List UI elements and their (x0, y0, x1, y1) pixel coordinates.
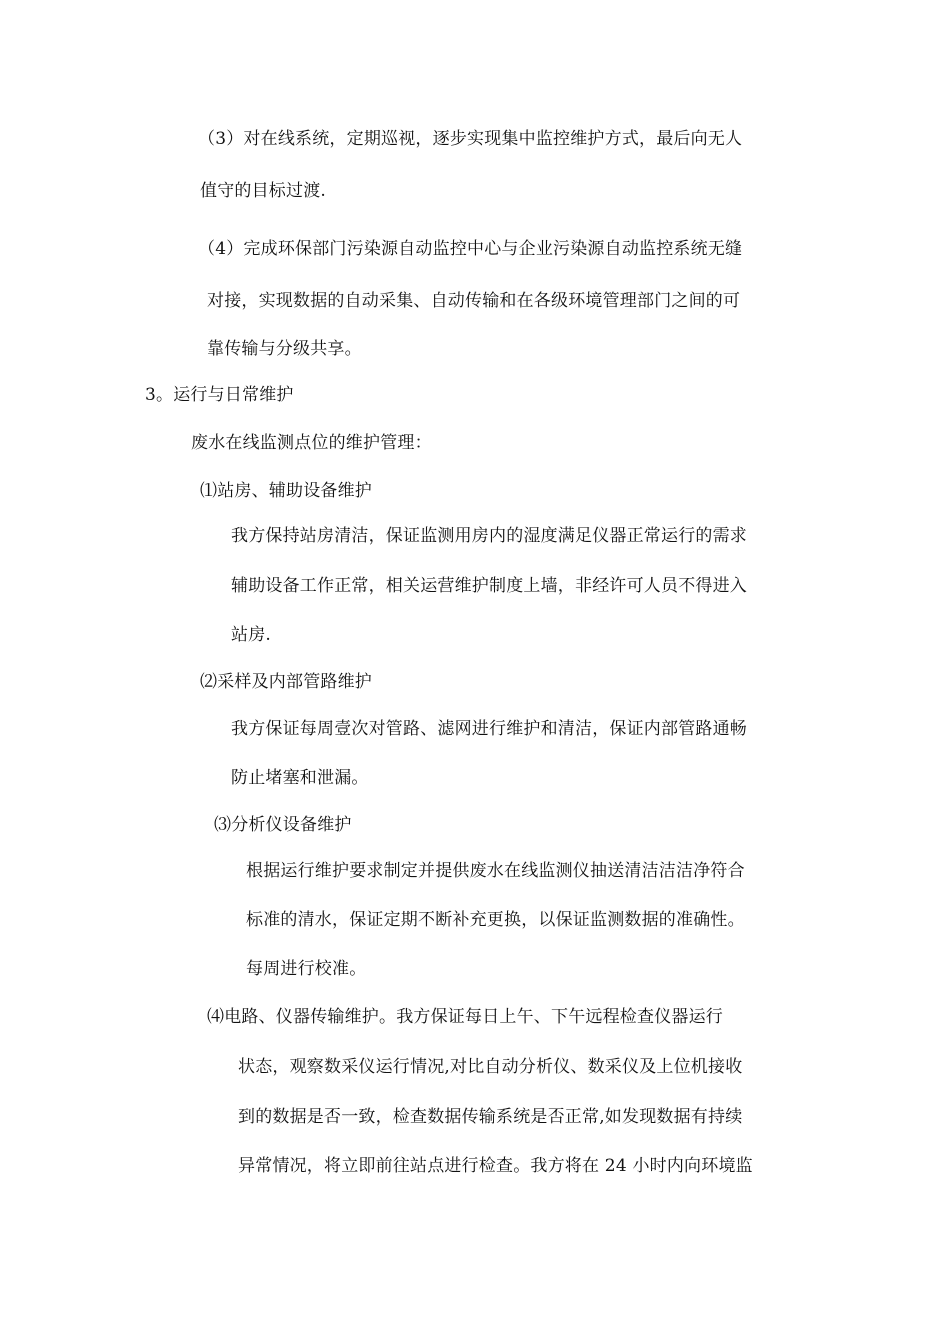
item-1-line-2: 辅助设备工作正常，相关运营维护制度上墙，非经许可人员不得进入 (231, 576, 747, 596)
item-2-heading: ⑵采样及内部管路维护 (200, 672, 372, 692)
paragraph-4-line-3: 靠传输与分级共享。 (207, 339, 362, 359)
item-3-line-1: 根据运行维护要求制定并提供废水在线监测仪抽送清洁洁洁净符合 (246, 861, 745, 881)
item-3-line-3: 每周进行校准。 (246, 959, 367, 979)
item-4-line-1: ⑷电路、仪器传输维护。我方保证每日上午、下午远程检查仪器运行 (207, 1007, 723, 1027)
item-4-line-3: 到的数据是否一致，检查数据传输系统是否正常,如发现数据有持续 (238, 1107, 743, 1127)
item-3-line-2: 标准的清水，保证定期不断补充更换，以保证监测数据的准确性。 (246, 910, 745, 930)
item-1-line-3: 站房. (231, 625, 272, 645)
item-1-heading: ⑴站房、辅助设备维护 (200, 481, 372, 501)
subsection-intro: 废水在线监测点位的维护管理： (191, 433, 432, 453)
item-3-heading: ⑶分析仪设备维护 (214, 815, 352, 835)
section-heading: 3。运行与日常维护 (145, 385, 294, 405)
paragraph-4-line-2: 对接，实现数据的自动采集、自动传输和在各级环境管理部门之间的可 (207, 291, 741, 311)
item-4-line-2: 状态，观察数采仪运行情况,对比自动分析仪、数采仪及上位机接收 (238, 1057, 743, 1077)
item-2-line-1: 我方保证每周壹次对管路、滤网进行维护和清洁，保证内部管路通畅 (231, 719, 747, 739)
paragraph-4-line-1: （4）完成环保部门污染源自动监控中心与企业污染源自动监控系统无缝 (198, 239, 743, 259)
item-4-line-4: 异常情况，将立即前往站点进行检查。我方将在 24 小时内向环境监 (238, 1156, 753, 1176)
paragraph-3-line-1: （3）对在线系统，定期巡视，逐步实现集中监控维护方式，最后向无人 (198, 129, 743, 149)
paragraph-3-line-2: 值守的目标过渡. (200, 181, 327, 201)
item-1-line-1: 我方保持站房清洁，保证监测用房内的湿度满足仪器正常运行的需求 (231, 526, 747, 546)
item-2-line-2: 防止堵塞和泄漏。 (231, 768, 369, 788)
